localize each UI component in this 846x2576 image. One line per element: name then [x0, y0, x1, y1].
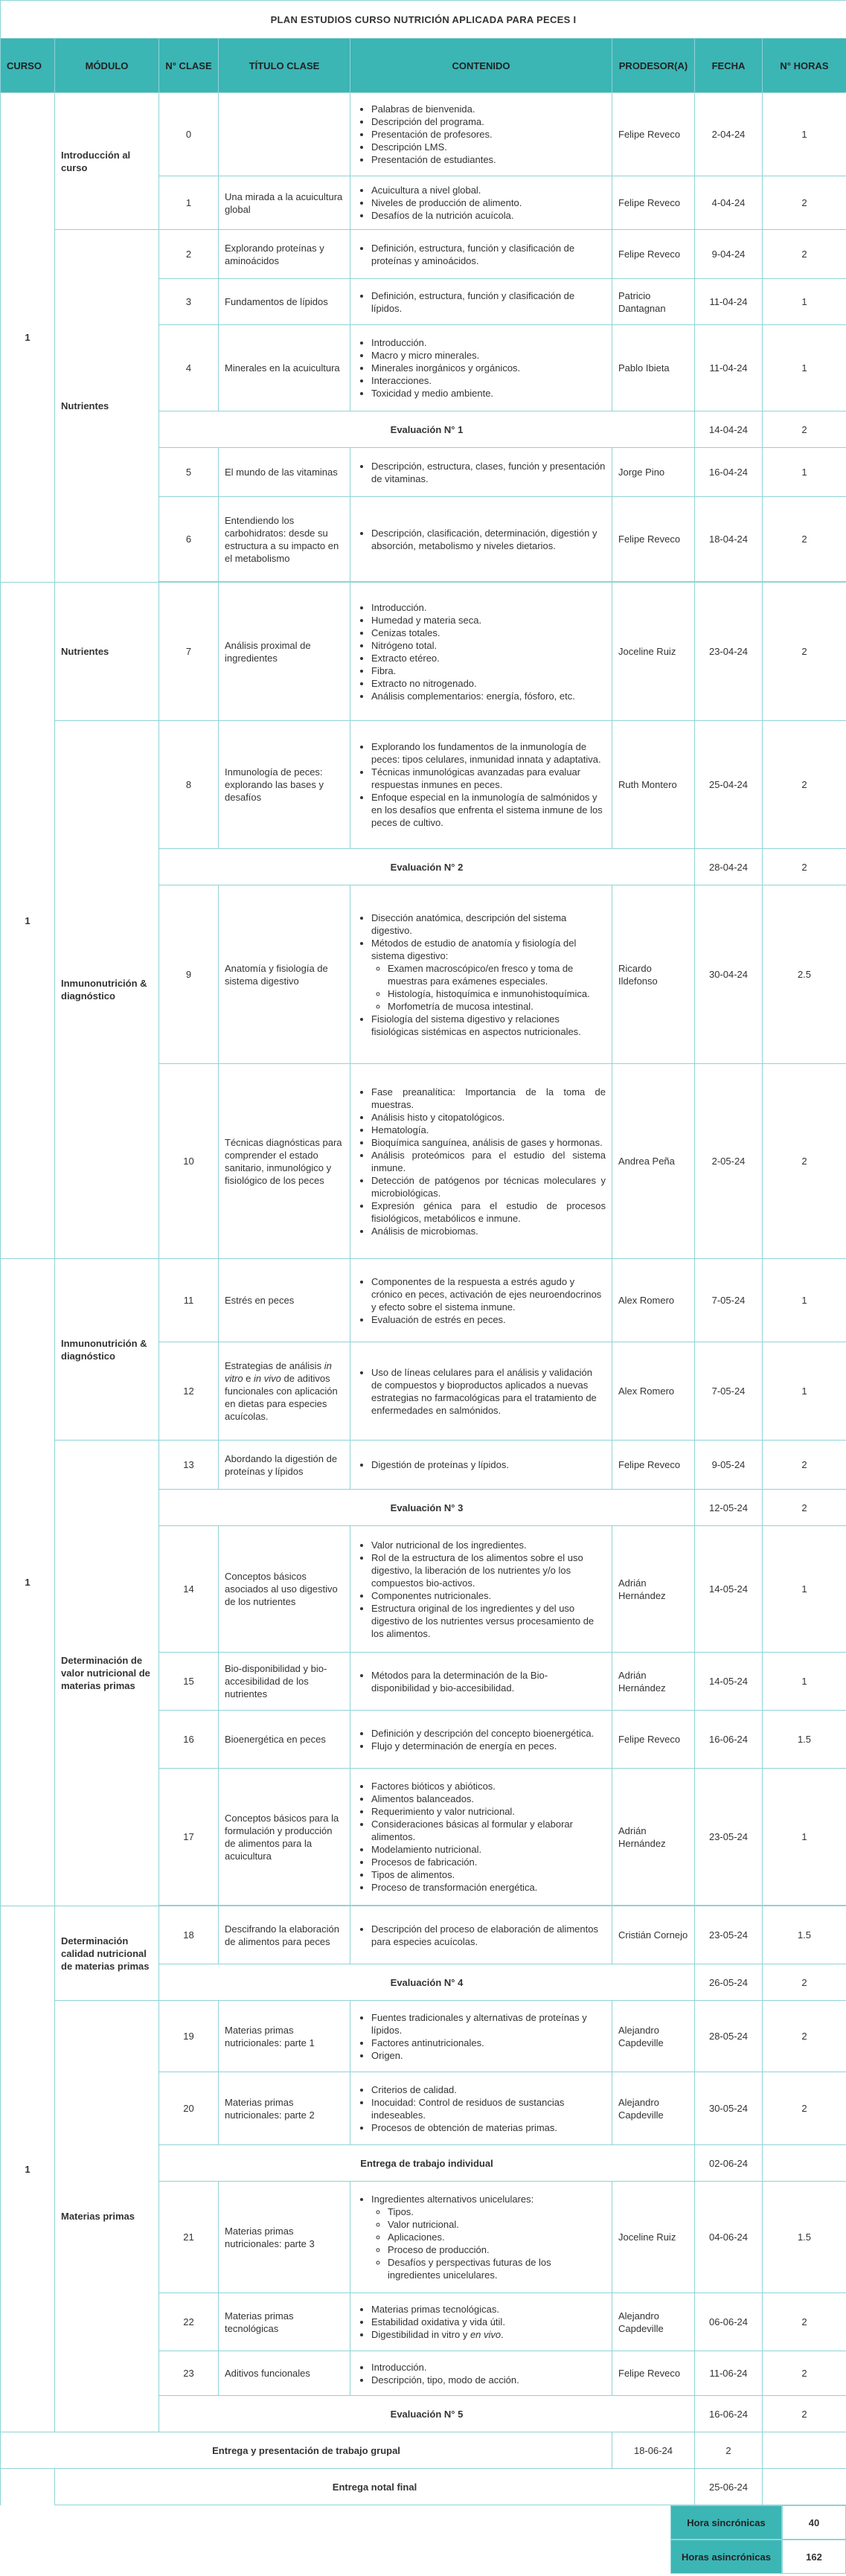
content-item: • Criterios de calidad. — [371, 2083, 606, 2096]
professor: Felipe Reveco — [612, 93, 695, 176]
class-title: Materias primas nutricionales: parte 2 — [219, 2072, 350, 2145]
content-item: • Digestión de proteínas y lípidos. — [371, 1458, 606, 1471]
content-item: • Acuicultura a nivel global. — [371, 184, 606, 196]
content-item: • Descripción del programa. — [371, 115, 606, 128]
class-title: Minerales en la acuicultura — [219, 325, 350, 411]
hours: 2.5 — [763, 885, 846, 1064]
date: 02-06-24 — [695, 2145, 763, 2182]
class-number: 18 — [159, 1906, 219, 1964]
class-number: 14 — [159, 1526, 219, 1653]
content-item: • Uso de líneas celulares para el análisis y validación de compuestos y bioproductos aplicados a nuevas estrategias no farmacológicas para el tratamiento de enfermedades en salmónidos. — [371, 1366, 606, 1417]
table-row — [1, 583, 846, 721]
content-item: • Descripción del proceso de elaboración de alimentos para especies acuícolas. — [371, 1923, 606, 1948]
date: 04-06-24 — [695, 2182, 763, 2293]
hours — [763, 2469, 846, 2505]
class-number: 12 — [159, 1342, 219, 1441]
class-number: 2 — [159, 230, 219, 279]
evaluation-row — [1, 2469, 846, 2505]
class-content — [350, 93, 612, 176]
content-item: • Análisis complementarios: energía, fósforo, etc. — [371, 690, 606, 702]
date: 14-04-24 — [695, 411, 763, 448]
hours: 2 — [763, 1964, 846, 2001]
table-row — [1, 93, 846, 176]
content-item: • Fuentes tradicionales y alternativas de proteínas y lípidos. — [371, 2011, 606, 2037]
date: 16-04-24 — [695, 448, 763, 497]
date: 11-06-24 — [695, 2351, 763, 2396]
class-content — [350, 2182, 612, 2293]
content-item: • Extracto etéreo. — [371, 652, 606, 664]
date: 16-06-24 — [695, 1711, 763, 1769]
content-item: • Enfoque especial en la inmunología de salmónidos y en los desafíos que enfrenta el sistema inmune de los peces de cultivo. — [371, 791, 606, 829]
async-hours-value: 162 — [782, 2540, 846, 2574]
hours: 1.5 — [763, 1906, 846, 1964]
content-item: • Alimentos balanceados. — [371, 1792, 606, 1805]
class-number: 5 — [159, 448, 219, 497]
content-item: • Introducción. — [371, 601, 606, 614]
module-cell: Materias primas — [55, 2001, 159, 2432]
content-subitem: ◦ Proceso de producción. — [388, 2243, 606, 2256]
class-title: Análisis proximal de ingredientes — [219, 583, 350, 721]
content-item: • Introducción. — [371, 2361, 606, 2374]
class-content — [350, 583, 612, 721]
sync-hours-row — [670, 2505, 846, 2540]
professor: Pablo Ibieta — [612, 325, 695, 411]
content-item: • Técnicas inmunológicas avanzadas para evaluar respuestas inmunes en peces. — [371, 766, 606, 791]
content-item: • Factores bióticos y abióticos. — [371, 1780, 606, 1792]
professor: Felipe Reveco — [612, 497, 695, 582]
header-horas: N° HORAS — [763, 39, 846, 93]
date: 9-04-24 — [695, 230, 763, 279]
class-number: 7 — [159, 583, 219, 721]
content-item: • Niveles de producción de alimento. — [371, 196, 606, 209]
evaluation-label: Evaluación N° 4 — [159, 1964, 695, 2001]
professor: Alejandro Capdeville — [612, 2001, 695, 2072]
date: 4-04-24 — [695, 176, 763, 230]
class-number: 23 — [159, 2351, 219, 2396]
professor: Felipe Reveco — [612, 176, 695, 230]
date: 26-05-24 — [695, 1964, 763, 2001]
hours: 2 — [763, 583, 846, 721]
content-item: • Descripción, estructura, clases, función y presentación de vitaminas. — [371, 460, 606, 485]
content-item: • Extracto no nitrogenado. — [371, 677, 606, 690]
class-title: Bioenergética en peces — [219, 1711, 350, 1769]
async-hours-row — [670, 2540, 846, 2574]
evaluation-label: Entrega notal final — [55, 2469, 695, 2505]
content-item: • Análisis de microbiomas. — [371, 1225, 606, 1237]
class-content — [350, 2293, 612, 2351]
content-item: • Nitrógeno total. — [371, 639, 606, 652]
hours: 1 — [763, 93, 846, 176]
class-content — [350, 279, 612, 325]
content-item: • Hematología. — [371, 1124, 606, 1136]
content-item: • Descripción, clasificación, determinación, digestión y absorción, metabolismo y niveles dietarios. — [371, 527, 606, 552]
content-item: • Procesos de obtención de materias primas. — [371, 2121, 606, 2134]
content-item: • Humedad y materia seca. — [371, 614, 606, 627]
content-item: • Palabras de bienvenida. — [371, 103, 606, 115]
date: 7-05-24 — [695, 1342, 763, 1441]
class-content — [350, 2351, 612, 2396]
content-item: • Bioquímica sanguínea, análisis de gases y hormonas. — [371, 1136, 606, 1149]
class-number: 6 — [159, 497, 219, 582]
professor: Andrea Peña — [612, 1064, 695, 1259]
header-contenido: CONTENIDO — [350, 39, 612, 93]
professor: Alejandro Capdeville — [612, 2293, 695, 2351]
hours: 2 — [763, 849, 846, 885]
date: 7-05-24 — [695, 1259, 763, 1342]
class-number: 16 — [159, 1711, 219, 1769]
hours: 2 — [763, 230, 846, 279]
content-subitem: ◦ Aplicaciones. — [388, 2231, 606, 2243]
hours: 1 — [763, 1526, 846, 1653]
class-title: Estrategias de análisis in vitro e in vivo de aditivos funcionales con aplicación en dietas para especies acuícolas. — [219, 1342, 350, 1441]
content-item: • Disección anatómica, descripción del sistema digestivo. — [371, 911, 606, 937]
content-item: • Definición, estructura, función y clasificación de lípidos. — [371, 289, 606, 315]
content-subitem: ◦ Morfometría de mucosa intestinal. — [388, 1000, 606, 1013]
class-title: Fundamentos de lípidos — [219, 279, 350, 325]
class-content — [350, 1259, 612, 1342]
table-row — [1, 230, 846, 279]
date: 30-05-24 — [695, 2072, 763, 2145]
module-cell: Introducción al curso — [55, 93, 159, 230]
professor: Alex Romero — [612, 1342, 695, 1441]
professor: Felipe Reveco — [612, 1441, 695, 1490]
hours: 2 — [763, 721, 846, 849]
class-title: Materias primas nutricionales: parte 1 — [219, 2001, 350, 2072]
class-title: Bio-disponibilidad y bio-accesibilidad de los nutrientes — [219, 1653, 350, 1711]
date: 11-04-24 — [695, 279, 763, 325]
evaluation-row — [1, 2432, 846, 2469]
table-row — [1, 1259, 846, 1342]
professor: Joceline Ruiz — [612, 583, 695, 721]
class-title — [219, 93, 350, 176]
hours: 2 — [763, 2293, 846, 2351]
content-item: • Expresión génica para el estudio de procesos fisiológicos, metabólicos e inmune. — [371, 1199, 606, 1225]
class-number: 1 — [159, 176, 219, 230]
content-subitem: ◦ Histología, histoquímica e inmunohistoquímica. — [388, 987, 606, 1000]
class-number: 20 — [159, 2072, 219, 2145]
content-item: • Componentes nutricionales. — [371, 1589, 606, 1602]
content-item: • Presentación de profesores. — [371, 128, 606, 141]
header-titulo: TÍTULO CLASE — [219, 39, 350, 93]
professor: Adrián Hernández — [612, 1526, 695, 1653]
date: 11-04-24 — [695, 325, 763, 411]
hours: 2 — [763, 1490, 846, 1526]
content-item: • Inocuidad: Control de residuos de sustancias indeseables. — [371, 2096, 606, 2121]
content-item: • Fibra. — [371, 664, 606, 677]
hours: 1.5 — [763, 2182, 846, 2293]
content-item: • Evaluación de estrés en peces. — [371, 1313, 606, 1326]
class-title: El mundo de las vitaminas — [219, 448, 350, 497]
class-number: 17 — [159, 1769, 219, 1906]
content-item: • Fase preanalítica: Importancia de la toma de muestras. — [371, 1086, 606, 1111]
date: 28-05-24 — [695, 2001, 763, 2072]
hours: 2 — [763, 2351, 846, 2396]
class-content — [350, 1064, 612, 1259]
content-item: • Introducción. — [371, 336, 606, 349]
content-item: • Análisis histo y citopatológicos. — [371, 1111, 606, 1124]
class-title: Materias primas tecnológicas — [219, 2293, 350, 2351]
hours: 2 — [763, 2001, 846, 2072]
content-item: • Proceso de transformación energética. — [371, 1881, 606, 1894]
class-title: Descifrando la elaboración de alimentos para peces — [219, 1906, 350, 1964]
evaluation-label: Entrega de trabajo individual — [159, 2145, 695, 2182]
hours: 1 — [763, 1653, 846, 1711]
module-cell: Inmunonutrición & diagnóstico — [55, 721, 159, 1259]
table-row — [1, 721, 846, 849]
hours — [763, 2145, 846, 2182]
table-row — [1, 1441, 846, 1490]
class-content — [350, 1441, 612, 1490]
content-item: • Fisiología del sistema digestivo y relaciones fisiológicas sistémicas en aspectos nutricionales. — [371, 1013, 606, 1038]
class-title: Abordando la digestión de proteínas y lípidos — [219, 1441, 350, 1490]
evaluation-label: Entrega y presentación de trabajo grupal — [1, 2432, 612, 2469]
sync-hours-label: Hora sincrónicas — [670, 2505, 782, 2540]
content-item: • Materias primas tecnológicas. — [371, 2303, 606, 2316]
content-item: • Factores antinutricionales. — [371, 2037, 606, 2049]
header-curso: CURSO — [1, 39, 55, 93]
hours: 1 — [763, 448, 846, 497]
table-row — [1, 1906, 846, 1964]
async-hours-label: Horas asincrónicas — [670, 2540, 782, 2574]
content-item: • Presentación de estudiantes. — [371, 153, 606, 166]
date: 25-06-24 — [695, 2469, 763, 2505]
date: 2-05-24 — [695, 1064, 763, 1259]
class-content — [350, 1769, 612, 1906]
class-number: 8 — [159, 721, 219, 849]
class-number: 13 — [159, 1441, 219, 1490]
professor: Alejandro Capdeville — [612, 2072, 695, 2145]
class-number: 19 — [159, 2001, 219, 2072]
class-content — [350, 1711, 612, 1769]
class-number: 0 — [159, 93, 219, 176]
professor: Ruth Montero — [612, 721, 695, 849]
class-title: Técnicas diagnósticas para comprender el estado sanitario, inmunológico y fisiológico de los peces — [219, 1064, 350, 1259]
hours: 1 — [763, 1259, 846, 1342]
content-subitem: ◦ Desafíos y perspectivas futuras de los ingredientes unicelulares. — [388, 2256, 606, 2281]
page-title: PLAN ESTUDIOS CURSO NUTRICIÓN APLICADA PARA PECES I — [1, 1, 846, 39]
hours: 1 — [763, 279, 846, 325]
class-content — [350, 176, 612, 230]
hours: 1 — [763, 1769, 846, 1906]
class-number: 22 — [159, 2293, 219, 2351]
professor: Patricio Dantagnan — [612, 279, 695, 325]
curso-cell: 1 — [1, 583, 55, 1259]
content-item: • Detección de patógenos por técnicas moleculares y microbiológicas. — [371, 1174, 606, 1199]
date: 16-06-24 — [695, 2396, 763, 2432]
date: 14-05-24 — [695, 1653, 763, 1711]
hours: 2 — [695, 2432, 763, 2469]
professor: Adrián Hernández — [612, 1653, 695, 1711]
class-title: Anatomía y fisiología de sistema digestivo — [219, 885, 350, 1064]
professor: Ricardo Ildefonso — [612, 885, 695, 1064]
class-content — [350, 1342, 612, 1441]
class-number: 3 — [159, 279, 219, 325]
content-item: • Minerales inorgánicos y orgánicos. — [371, 362, 606, 374]
content-subitem: ◦ Examen macroscópico/en fresco y toma de muestras para exámenes especiales. — [388, 962, 606, 987]
hours: 1 — [763, 325, 846, 411]
class-number: 15 — [159, 1653, 219, 1711]
header-fecha: FECHA — [695, 39, 763, 93]
curso-cell: 1 — [1, 1906, 55, 2432]
evaluation-label: Evaluación N° 1 — [159, 411, 695, 448]
content-item: • Ingredientes alternativos unicelulares: ◦ Tipos. ◦ Valor nutricional. ◦ Aplicaciones. ◦ Proceso de producción. ◦ Desafíos y perspectivas futuras de los ingredientes unicelulares. — [371, 2193, 606, 2281]
evaluation-label: Evaluación N° 5 — [159, 2396, 695, 2432]
class-title: Inmunología de peces: explorando las bases y desafíos — [219, 721, 350, 849]
module-cell: Determinación de valor nutricional de materias primas — [55, 1441, 159, 1906]
content-item: • Toxicidad y medio ambiente. — [371, 387, 606, 400]
class-content — [350, 325, 612, 411]
hours: 1 — [763, 1342, 846, 1441]
content-item: • Procesos de fabricación. — [371, 1856, 606, 1868]
class-number: 4 — [159, 325, 219, 411]
class-number: 10 — [159, 1064, 219, 1259]
header-modulo: MÓDULO — [55, 39, 159, 93]
date: 28-04-24 — [695, 849, 763, 885]
date: 23-04-24 — [695, 583, 763, 721]
professor: Jorge Pino — [612, 448, 695, 497]
date: 9-05-24 — [695, 1441, 763, 1490]
content-item: • Tipos de alimentos. — [371, 1868, 606, 1881]
class-content — [350, 1653, 612, 1711]
content-subitem: ◦ Tipos. — [388, 2205, 606, 2218]
content-item: • Métodos para la determinación de la Bio-disponibilidad y bio-accesibilidad. — [371, 1669, 606, 1694]
class-number: 9 — [159, 885, 219, 1064]
class-title: Entendiendo los carbohidratos: desde su estructura a su impacto en el metabolismo — [219, 497, 350, 582]
hours: 2 — [763, 1064, 846, 1259]
date: 18-04-24 — [695, 497, 763, 582]
date: 2-04-24 — [695, 93, 763, 176]
class-content — [350, 2072, 612, 2145]
curso-cell: 1 — [1, 93, 55, 583]
professor: Felipe Reveco — [612, 2351, 695, 2396]
class-title: Explorando proteínas y aminoácidos — [219, 230, 350, 279]
header-clase: N° CLASE — [159, 39, 219, 93]
totals-section — [0, 2505, 846, 2576]
class-number: 21 — [159, 2182, 219, 2293]
content-item: • Requerimiento y valor nutricional. — [371, 1805, 606, 1818]
date: 06-06-24 — [695, 2293, 763, 2351]
sync-hours-value: 40 — [782, 2505, 846, 2540]
module-cell: Nutrientes — [55, 583, 159, 721]
module-cell: Inmunonutrición & diagnóstico — [55, 1259, 159, 1441]
header-row — [1, 39, 846, 93]
class-content — [350, 2001, 612, 2072]
class-title: Materias primas nutricionales: parte 3 — [219, 2182, 350, 2293]
content-item: • Estabilidad oxidativa y vida útil. — [371, 2316, 606, 2328]
professor: Adrián Hernández — [612, 1769, 695, 1906]
hours: 1.5 — [763, 1711, 846, 1769]
class-content — [350, 1526, 612, 1653]
content-item: • Componentes de la respuesta a estrés agudo y crónico en peces, activación de ejes neuroendocrinos y efecto sobre el sistema inmune. — [371, 1275, 606, 1313]
header-profesor: PRODESOR(A) — [612, 39, 695, 93]
module-cell: Determinación calidad nutricional de materias primas — [55, 1906, 159, 2001]
class-content — [350, 448, 612, 497]
hours: 2 — [763, 2072, 846, 2145]
content-item: • Descripción LMS. — [371, 141, 606, 153]
evaluation-label: Evaluación N° 2 — [159, 849, 695, 885]
professor: Cristián Cornejo — [612, 1906, 695, 1964]
content-item: • Origen. — [371, 2049, 606, 2062]
content-item: • Explorando los fundamentos de la inmunología de peces: tipos celulares, inmunidad innata y adaptativa. — [371, 740, 606, 766]
content-item: • Cenizas totales. — [371, 627, 606, 639]
professor: Felipe Reveco — [612, 230, 695, 279]
hours: 2 — [763, 2396, 846, 2432]
date: 12-05-24 — [695, 1490, 763, 1526]
content-item: • Estructura original de los ingredientes y del uso digestivo de los nutrientes versus procesamiento de los alimentos. — [371, 1602, 606, 1640]
class-content — [350, 1906, 612, 1964]
date: 30-04-24 — [695, 885, 763, 1064]
class-title: Conceptos básicos para la formulación y producción de alimentos para la acuicultura — [219, 1769, 350, 1906]
class-content — [350, 885, 612, 1064]
class-title: Aditivos funcionales — [219, 2351, 350, 2396]
hours: 2 — [763, 411, 846, 448]
hours: 2 — [763, 176, 846, 230]
date: 14-05-24 — [695, 1526, 763, 1653]
evaluation-label: Evaluación N° 3 — [159, 1490, 695, 1526]
content-item: • Consideraciones básicas al formular y elaborar alimentos. — [371, 1818, 606, 1843]
content-item: • Definición y descripción del concepto bioenergética. — [371, 1727, 606, 1740]
date: 23-05-24 — [695, 1906, 763, 1964]
content-item: • Digestibilidad in vitro y en vivo. — [371, 2328, 606, 2341]
content-item: • Definición, estructura, función y clasificación de proteínas y aminoácidos. — [371, 242, 606, 267]
content-item: • Rol de la estructura de los alimentos sobre el uso digestivo, la liberación de los nutrientes y/o los compuestos bio-activos. — [371, 1551, 606, 1589]
module-cell: Nutrientes — [55, 230, 159, 583]
class-content — [350, 497, 612, 582]
date: 25-04-24 — [695, 721, 763, 849]
hours: 2 — [763, 1441, 846, 1490]
class-content — [350, 230, 612, 279]
content-subitem: ◦ Valor nutricional. — [388, 2218, 606, 2231]
content-item: • Macro y micro minerales. — [371, 349, 606, 362]
date: 18-06-24 — [612, 2432, 695, 2469]
class-title: Conceptos básicos asociados al uso digestivo de los nutrientes — [219, 1526, 350, 1653]
class-content — [350, 721, 612, 849]
professor: Joceline Ruiz — [612, 2182, 695, 2293]
content-item: • Interacciones. — [371, 374, 606, 387]
content-item: • Métodos de estudio de anatomía y fisiología del sistema digestivo: ◦ Examen macroscópico/en fresco y toma de muestras para exámenes especiales. ◦ Histología, histoquímica e inmunohistoquímica. ◦ Morfometría de mucosa intestinal. — [371, 937, 606, 1013]
content-item: • Análisis proteómicos para el estudio del sistema inmune. — [371, 1149, 606, 1174]
table-row — [1, 2001, 846, 2072]
class-title: Una mirada a la acuicultura global — [219, 176, 350, 230]
professor: Alex Romero — [612, 1259, 695, 1342]
date: 23-05-24 — [695, 1769, 763, 1906]
professor: Felipe Reveco — [612, 1711, 695, 1769]
content-item: • Flujo y determinación de energía en peces. — [371, 1740, 606, 1752]
curso-cell: 1 — [1, 1259, 55, 1906]
content-item: • Descripción, tipo, modo de acción. — [371, 2374, 606, 2386]
content-item: • Valor nutricional de los ingredientes. — [371, 1539, 606, 1551]
content-item: • Desafíos de la nutrición acuícola. — [371, 209, 606, 222]
class-number: 11 — [159, 1259, 219, 1342]
class-title: Estrés en peces — [219, 1259, 350, 1342]
content-item: • Modelamiento nutricional. — [371, 1843, 606, 1856]
hours: 2 — [763, 497, 846, 582]
